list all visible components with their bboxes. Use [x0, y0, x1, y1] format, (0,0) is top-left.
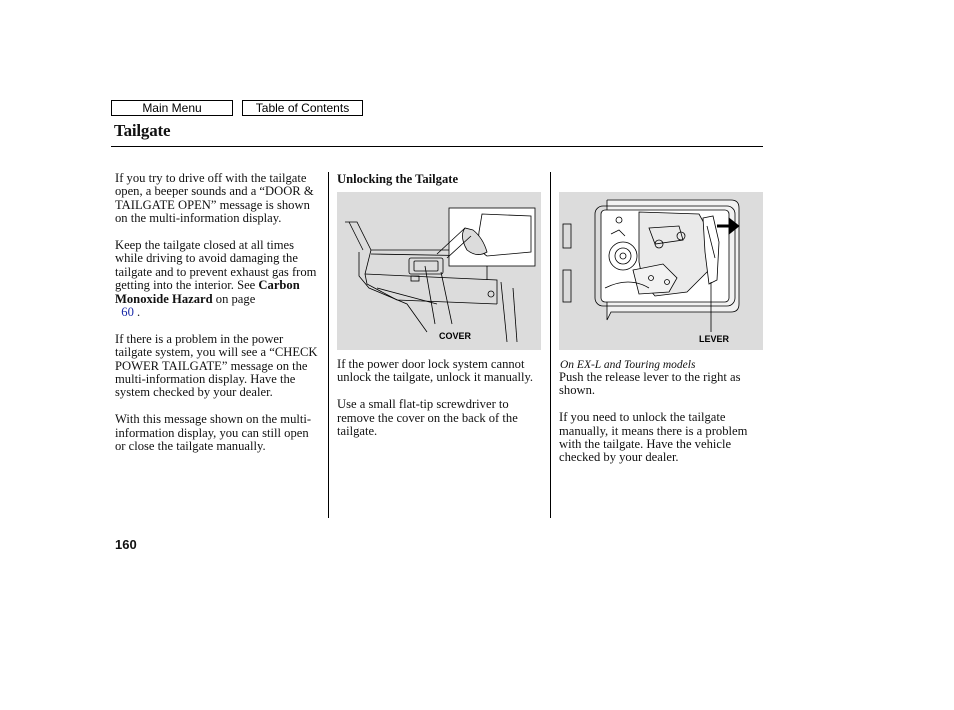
paragraph-open-warning: If you try to drive off with the tailgate open, a beeper sounds and a “DOOR & TAILGATE OPEN” message is shown on the multi-information display.	[115, 171, 314, 226]
column-middle	[337, 358, 545, 452]
column-divider-2	[550, 172, 551, 518]
carbon-monoxide-reference: Carbon Monoxide Hazard	[115, 278, 300, 306]
model-caption: On EX-L and Touring models	[560, 359, 696, 371]
page-number: 160	[115, 537, 137, 552]
paragraph-keep-closed	[115, 239, 321, 319]
column-right	[559, 371, 765, 478]
sentence-end: .	[137, 305, 141, 320]
paragraph-manual-operation: With this message shown on the multi-information display, you can still open or close the tailgate manually.	[115, 412, 312, 454]
paragraph-push-lever: Push the release lever to the right as shown.	[559, 370, 741, 398]
cover-illustration	[337, 192, 541, 350]
paragraph-dealer-check: If you need to unlock the tailgate manually, it means there is a problem with the tailgate. Have the vehicle checked by your dealer.	[559, 410, 748, 465]
column-left	[115, 172, 321, 467]
keep-closed-text: Keep the tailgate closed at all times while driving to avoid damaging the tailgate and to prevent exhaust gas from getting into the interior. See	[115, 238, 317, 293]
on-page-text: on page	[215, 291, 256, 306]
cover-label: COVER	[439, 331, 472, 341]
page-60-link[interactable]: 60	[121, 305, 134, 320]
column-divider-1	[328, 172, 329, 518]
title-divider	[111, 146, 763, 147]
paragraph-remove-cover: Use a small flat-tip screwdriver to remove the cover on the back of the tailgate.	[337, 397, 518, 439]
lever-illustration	[559, 192, 763, 350]
table-of-contents-button[interactable]: Table of Contents	[242, 100, 363, 116]
section-heading-unlocking: Unlocking the Tailgate	[337, 172, 459, 186]
paragraph-check-power-tailgate: If there is a problem in the power tailgate system, you will see a “CHECK POWER TAILGATE” message on the multi-information display. Have the system checked by your dealer.	[115, 331, 318, 400]
page-title: Tailgate	[114, 121, 171, 140]
paragraph-unlock-manually: If the power door lock system cannot unlock the tailgate, unlock it manually.	[337, 357, 534, 385]
main-menu-button[interactable]: Main Menu	[111, 100, 233, 116]
lever-label: LEVER	[699, 334, 730, 344]
